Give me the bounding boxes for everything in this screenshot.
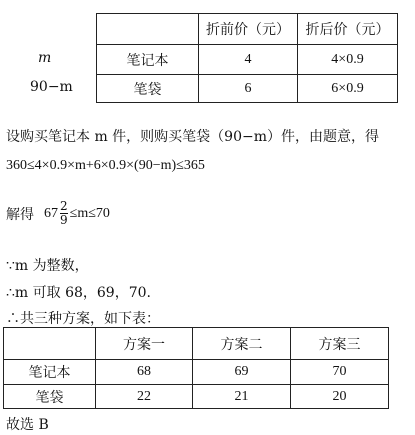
item-pencil-case: 笔袋 bbox=[97, 75, 199, 103]
solve-whole: 67 bbox=[44, 205, 58, 221]
solve-prefix: 解得 bbox=[6, 206, 34, 223]
reasoning-line-2: ∴m 可取 68，69，70. bbox=[6, 285, 151, 301]
plan-header-3: 方案三 bbox=[291, 328, 389, 360]
plan-notebook-1: 68 bbox=[96, 360, 193, 385]
plan-pencil-case-1: 22 bbox=[96, 385, 193, 409]
plan-header-1: 方案一 bbox=[96, 328, 193, 360]
plan-row-label-pencil-case: 笔袋 bbox=[4, 385, 96, 409]
solve-rest: ≤m≤70 bbox=[69, 205, 110, 221]
reasoning-line-3: ∴共三种方案，如下表： bbox=[6, 311, 160, 327]
setup-line: 设购买笔记本 m 件，则购买笔袋（90−m）件，由题意，得 bbox=[6, 129, 379, 145]
price-table-corner bbox=[97, 14, 199, 45]
plan-table bbox=[3, 327, 389, 409]
conclusion: 故选 B bbox=[6, 417, 49, 433]
notebook-after-price: 4×0.9 bbox=[298, 45, 398, 75]
solve-line bbox=[6, 200, 110, 227]
row-label-m: m bbox=[38, 50, 52, 66]
solve-fraction bbox=[60, 200, 68, 227]
plan-table-corner bbox=[4, 328, 96, 360]
header-before-price: 折前价（元） bbox=[199, 14, 298, 45]
plan-row-label-notebook: 笔记本 bbox=[4, 360, 96, 385]
pencil-case-after-price: 6×0.9 bbox=[298, 75, 398, 103]
plan-notebook-3: 70 bbox=[291, 360, 389, 385]
row-label-90-m: 90−m bbox=[30, 79, 73, 95]
plan-header-2: 方案二 bbox=[193, 328, 291, 360]
plan-notebook-2: 69 bbox=[193, 360, 291, 385]
item-notebook: 笔记本 bbox=[97, 45, 199, 75]
plan-pencil-case-3: 20 bbox=[291, 385, 389, 409]
inequality: 360≤4×0.9×m+6×0.9×(90−m)≤365 bbox=[6, 158, 205, 173]
price-table bbox=[96, 13, 398, 103]
fraction-denominator: 9 bbox=[60, 213, 68, 227]
plan-pencil-case-2: 21 bbox=[193, 385, 291, 409]
header-after-price: 折后价（元） bbox=[298, 14, 398, 45]
reasoning-line-1: ∵m 为整数， bbox=[6, 258, 89, 274]
pencil-case-before-price: 6 bbox=[199, 75, 298, 103]
notebook-before-price: 4 bbox=[199, 45, 298, 75]
fraction-numerator: 2 bbox=[60, 199, 68, 213]
